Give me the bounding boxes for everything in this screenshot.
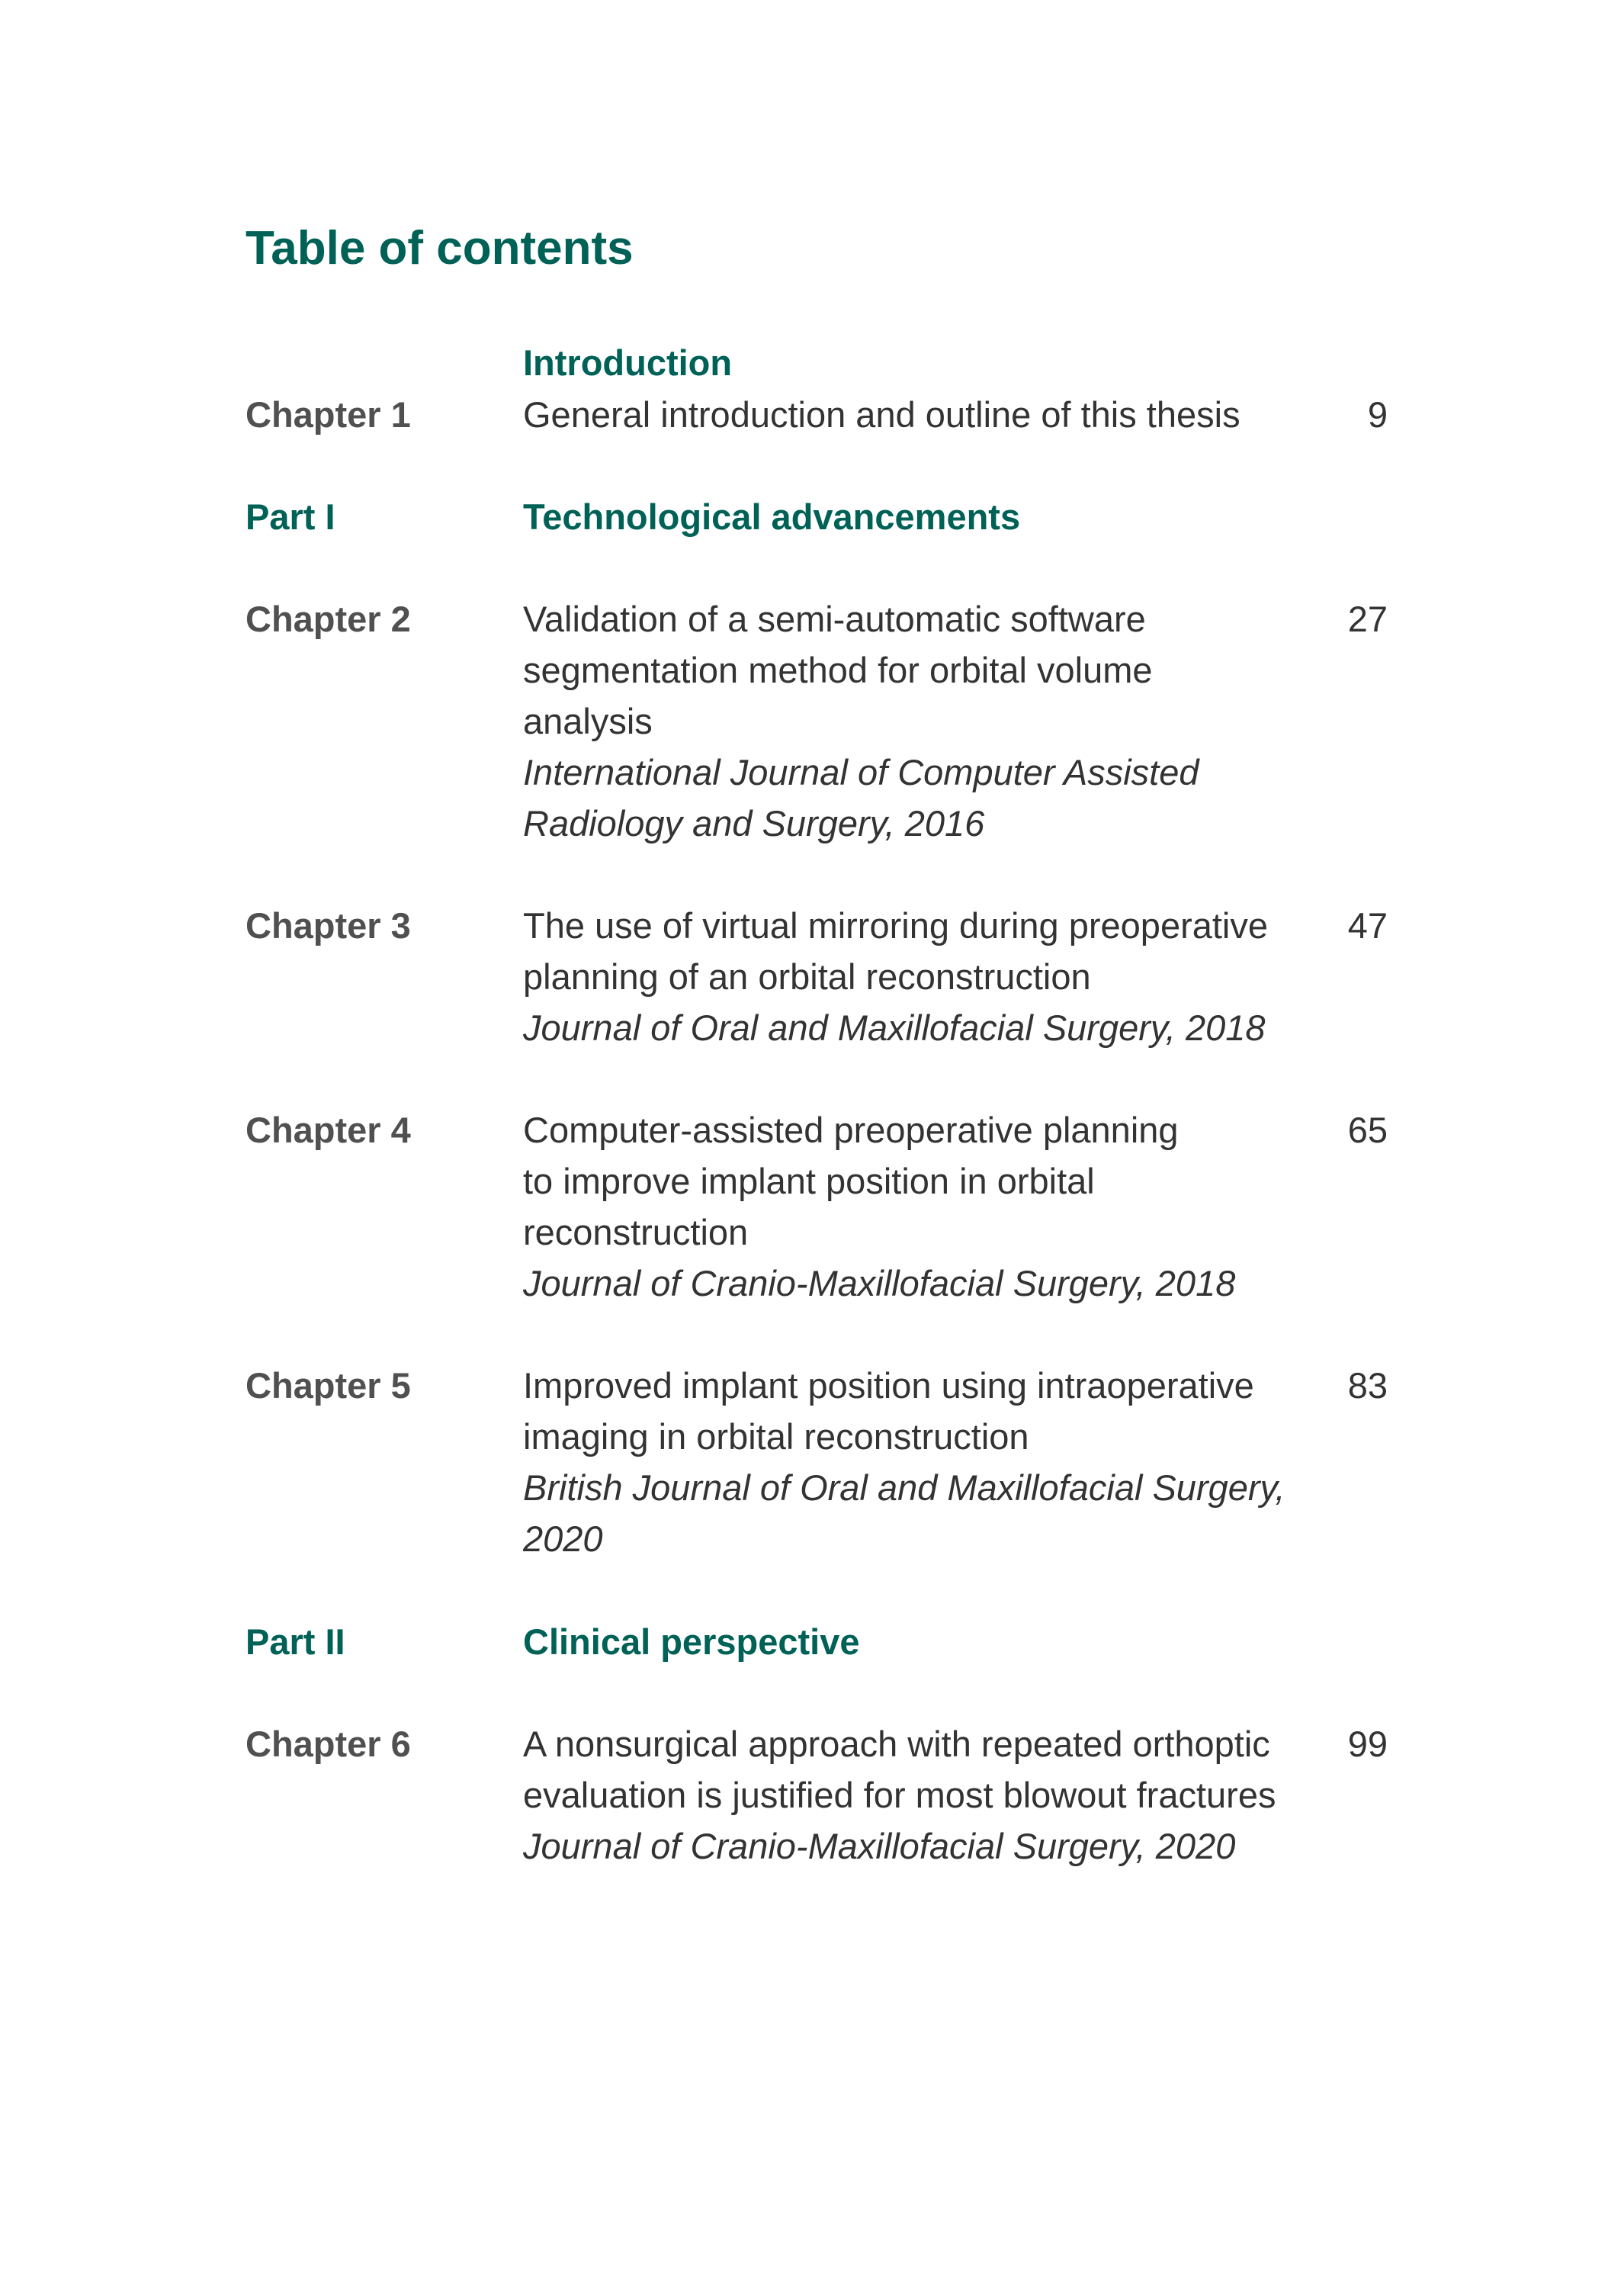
page-number-5[interactable]: 83 bbox=[1347, 1365, 1388, 1406]
chapter-label-4: Chapter 4 bbox=[246, 1110, 411, 1150]
chapter-journal-4-line-1: Journal of Cranio-Maxillofacial Surgery, 2018 bbox=[523, 1263, 1236, 1303]
part-label-1: Part I bbox=[246, 496, 335, 537]
chapter-title-2-line-1[interactable]: Validation of a semi-automatic software bbox=[523, 599, 1146, 639]
part-label-2: Part II bbox=[246, 1621, 345, 1662]
chapter-title-6-line-1[interactable]: A nonsurgical approach with repeated orthoptic bbox=[523, 1724, 1270, 1764]
chapter-title-4-line-2[interactable]: to improve implant position in orbital bbox=[523, 1161, 1095, 1201]
chapter-title-5-line-2[interactable]: imaging in orbital reconstruction bbox=[523, 1416, 1029, 1457]
chapter-title-1[interactable]: General introduction and outline of this thesis bbox=[523, 394, 1240, 435]
part-heading-2: Clinical perspective bbox=[523, 1621, 860, 1662]
chapter-label-3: Chapter 3 bbox=[246, 905, 411, 946]
page-number-4[interactable]: 65 bbox=[1347, 1110, 1388, 1150]
chapter-title-2-line-3[interactable]: analysis bbox=[523, 701, 653, 741]
chapter-journal-6-line-1: Journal of Cranio-Maxillofacial Surgery, 2020 bbox=[523, 1826, 1236, 1866]
chapter-journal-5-line-2: 2020 bbox=[523, 1518, 603, 1559]
chapter-journal-2-line-1: International Journal of Computer Assisted bbox=[523, 752, 1199, 792]
page-number-2[interactable]: 27 bbox=[1347, 599, 1388, 639]
chapter-label-6: Chapter 6 bbox=[246, 1724, 411, 1764]
chapter-journal-5-line-1: British Journal of Oral and Maxillofacial Surgery, bbox=[523, 1467, 1285, 1508]
chapter-label-5: Chapter 5 bbox=[246, 1365, 411, 1406]
chapter-title-3-line-1[interactable]: The use of virtual mirroring during preoperative bbox=[523, 905, 1269, 946]
chapter-title-3-line-2[interactable]: planning of an orbital reconstruction bbox=[523, 956, 1091, 997]
page-title: Table of contents bbox=[246, 222, 634, 275]
chapter-title-4-line-3[interactable]: reconstruction bbox=[523, 1212, 749, 1252]
chapter-label-1: Chapter 1 bbox=[246, 394, 411, 435]
chapter-title-5-line-1[interactable]: Improved implant position using intraoperative bbox=[523, 1365, 1254, 1406]
page-number-1[interactable]: 9 bbox=[1367, 394, 1388, 435]
chapter-title-2-line-2[interactable]: segmentation method for orbital volume bbox=[523, 650, 1153, 690]
part-heading-1: Technological advancements bbox=[523, 496, 1021, 537]
page-number-3[interactable]: 47 bbox=[1347, 905, 1388, 946]
chapter-journal-2-line-2: Radiology and Surgery, 2016 bbox=[523, 803, 985, 844]
page-number-6[interactable]: 99 bbox=[1347, 1724, 1388, 1764]
chapter-label-2: Chapter 2 bbox=[246, 599, 411, 639]
chapter-journal-3-line-1: Journal of Oral and Maxillofacial Surgery, 2018 bbox=[523, 1007, 1266, 1048]
section-heading-introduction: Introduction bbox=[523, 342, 733, 383]
chapter-title-6-line-2[interactable]: evaluation is justified for most blowout fractures bbox=[523, 1775, 1276, 1815]
chapter-title-4-line-1[interactable]: Computer-assisted preoperative planning bbox=[523, 1110, 1179, 1150]
